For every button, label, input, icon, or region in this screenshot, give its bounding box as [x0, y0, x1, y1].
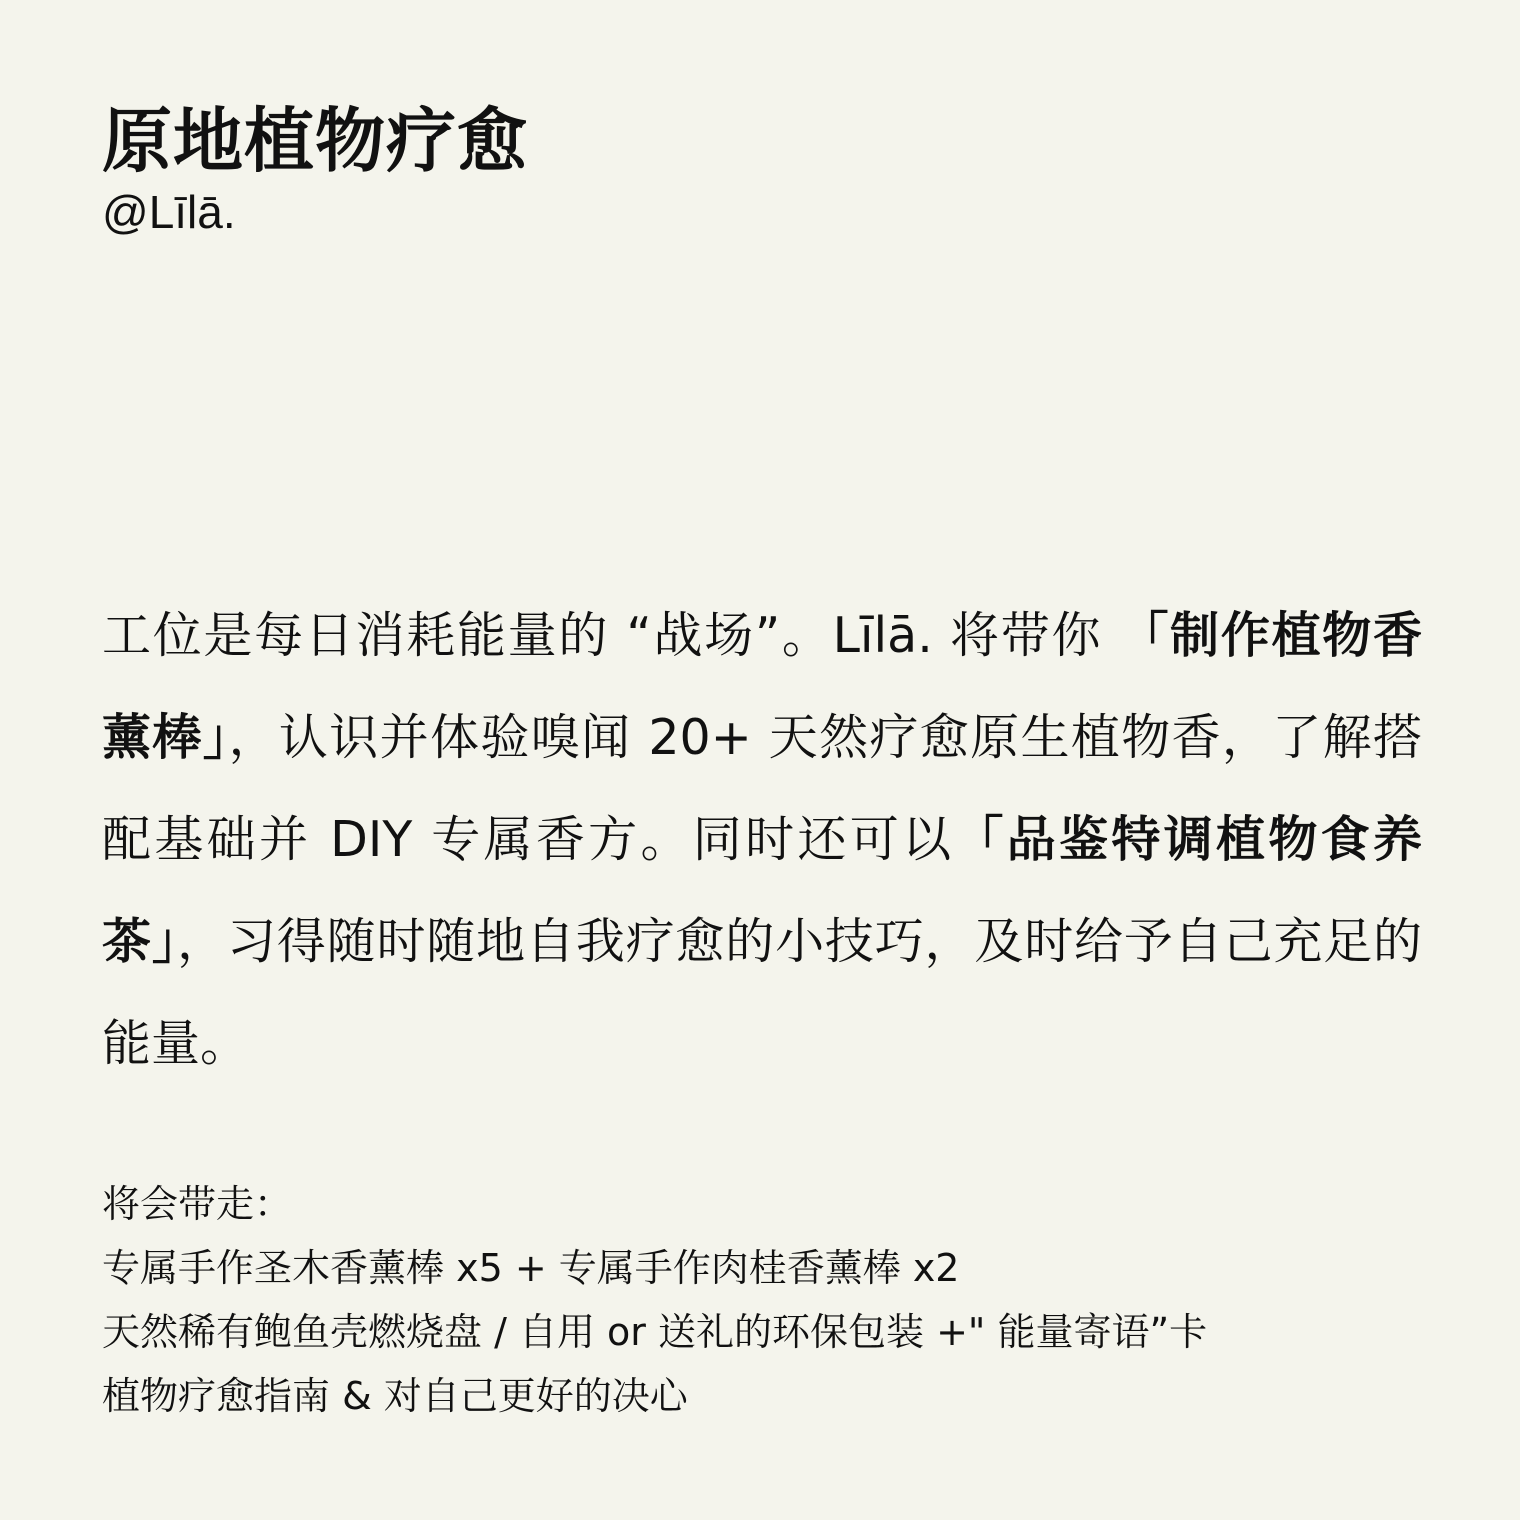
highlight-herbal-tea-tasting: 「品鉴特调植物食养茶」	[102, 811, 1422, 970]
author-handle: @Līlā.	[102, 186, 236, 238]
highlight-incense-stick-making: 「制作植物香薰棒」	[102, 607, 1422, 766]
description-text: ，习得随时随地自我疗愈的小技巧，及时给予自己充足的能量。	[102, 913, 1422, 1072]
takeaways-heading: 将会带走：	[102, 1182, 293, 1226]
description-text: ，认识并体验嗅闻 20+ 天然疗愈原生植物香，了解搭配基础并 DIY 专属香方。同时还可以	[102, 709, 1422, 868]
takeaway-item: 专属手作圣木香薰棒 x5 + 专属手作肉桂香薰棒 x2	[102, 1246, 960, 1290]
description-paragraph	[102, 585, 1422, 1095]
description-text: 工位是每日消耗能量的 “战场”。Līlā. 将带你	[102, 607, 1120, 664]
takeaway-item: 天然稀有鲍鱼壳燃烧盘 / 自用 or 送礼的环保包装 +" 能量寄语”卡	[102, 1310, 1208, 1354]
page-title: 原地植物疗愈	[102, 100, 528, 182]
takeaways-section	[102, 1172, 1422, 1428]
header	[102, 96, 1402, 240]
takeaway-item: 植物疗愈指南 & 对自己更好的决心	[102, 1374, 688, 1418]
